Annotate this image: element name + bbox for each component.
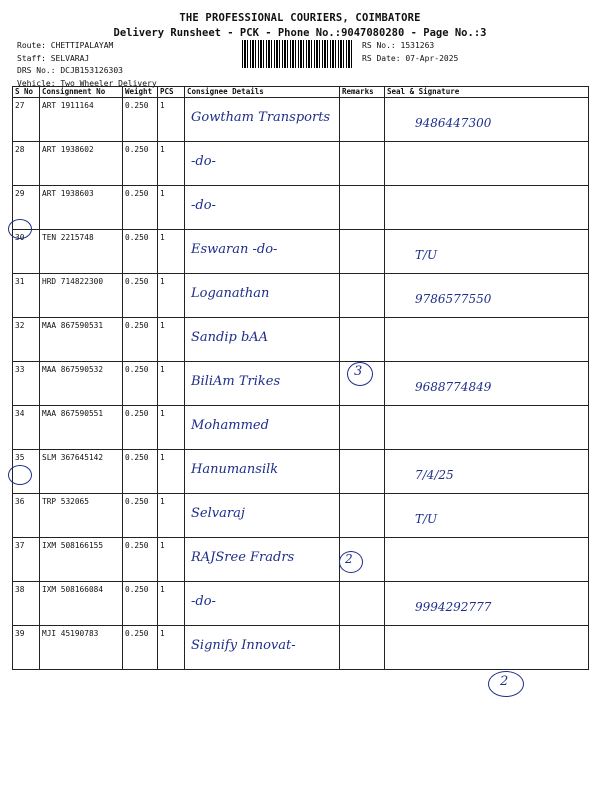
seal-handwriting: T/U: [415, 512, 438, 526]
cell-weight: 0.250: [123, 186, 158, 230]
cell-sno: 36: [13, 494, 40, 538]
cell-consignment: ART 1911164: [40, 98, 123, 142]
cell-sno: 28: [13, 142, 40, 186]
seal-handwriting: 9994292777: [415, 600, 492, 614]
consignee-handwriting: Gowtham Transports: [191, 110, 331, 125]
cell-pcs: 1: [158, 186, 185, 230]
circled-row-36: [8, 465, 32, 485]
cell-weight: 0.250: [123, 626, 158, 670]
cell-consignee: [185, 582, 340, 626]
cell-sno: 33: [13, 362, 40, 406]
cell-pcs: 1: [158, 230, 185, 274]
cell-consignment: IXM 508166155: [40, 538, 123, 582]
cell-pcs: 1: [158, 494, 185, 538]
cell-pcs: 1: [158, 98, 185, 142]
cell-seal: [385, 626, 589, 670]
table-row: [13, 582, 589, 626]
col-sno: S No: [13, 87, 40, 98]
barcode: [242, 40, 354, 68]
vehicle-label: Vehicle: Two Wheeler Delivery: [17, 78, 157, 88]
cell-weight: 0.250: [123, 582, 158, 626]
table-row: [13, 626, 589, 670]
consignee-handwriting: Sandip bAA: [191, 330, 269, 345]
cell-pcs: 1: [158, 318, 185, 362]
cell-sno: 39: [13, 626, 40, 670]
cell-consignment: HRD 714822300: [40, 274, 123, 318]
consignee-handwriting: -do-: [191, 594, 216, 609]
col-consignment: Consignment No: [40, 87, 123, 98]
cell-weight: 0.250: [123, 362, 158, 406]
cell-remarks: [340, 274, 385, 318]
remark-count-3: 3: [354, 364, 363, 379]
meta-left: [17, 40, 157, 90]
table-row: [13, 362, 589, 406]
cell-seal: [385, 318, 589, 362]
staff-label: Staff: SELVARAJ: [17, 53, 90, 63]
consignee-handwriting: Loganathan: [191, 286, 270, 301]
consignee-handwriting: BiliAm Trikes: [191, 374, 281, 389]
table-row: [13, 406, 589, 450]
meta-right: [362, 40, 458, 65]
cell-weight: 0.250: [123, 538, 158, 582]
cell-seal: [385, 230, 589, 274]
col-remarks: Remarks: [340, 87, 385, 98]
rs-number: RS No.: 1531263: [362, 41, 435, 50]
consignee-handwriting: Eswaran -do-: [191, 242, 278, 257]
consignee-handwriting: Selvaraj: [191, 506, 245, 521]
cell-remarks: [340, 142, 385, 186]
cell-consignment: IXM 508166084: [40, 582, 123, 626]
cell-consignee: [185, 142, 340, 186]
cell-sno: 32: [13, 318, 40, 362]
cell-consignment: TRP 532065: [40, 494, 123, 538]
col-consignee: Consignee Details: [185, 87, 340, 98]
cell-consignment: ART 1938603: [40, 186, 123, 230]
cell-sno: 30: [13, 230, 40, 274]
table-row: [13, 98, 589, 142]
seal-handwriting: T/U: [415, 248, 438, 262]
cell-weight: 0.250: [123, 450, 158, 494]
cell-weight: 0.250: [123, 494, 158, 538]
seal-handwriting: 9786577550: [415, 292, 492, 306]
runsheet-table: [12, 86, 589, 670]
cell-seal: [385, 98, 589, 142]
circled-row-30: [8, 219, 32, 239]
table-row: [13, 450, 589, 494]
cell-pcs: 1: [158, 582, 185, 626]
drs-label: DRS No.: DCJB153126303: [17, 66, 123, 75]
cell-seal: [385, 406, 589, 450]
cell-remarks: [340, 494, 385, 538]
route-label: Route: CHETTIPALAYAM: [17, 41, 114, 50]
table-row: [13, 494, 589, 538]
cell-seal: [385, 274, 589, 318]
cell-sno: 37: [13, 538, 40, 582]
table-row: [13, 230, 589, 274]
cell-pcs: 1: [158, 362, 185, 406]
cell-remarks: [340, 582, 385, 626]
cell-consignment: MJI 45190783: [40, 626, 123, 670]
col-weight: Weight: [123, 87, 158, 98]
cell-remarks: [340, 406, 385, 450]
cell-consignment: TEN 2215748: [40, 230, 123, 274]
cell-consignment: MAA 867590551: [40, 406, 123, 450]
consignee-handwriting: Signify Innovat-: [191, 638, 296, 653]
cell-consignee: [185, 98, 340, 142]
table-row: [13, 186, 589, 230]
cell-sno: 31: [13, 274, 40, 318]
remark-count-2: 2: [345, 552, 353, 566]
cell-seal: [385, 494, 589, 538]
cell-weight: 0.250: [123, 142, 158, 186]
cell-weight: 0.250: [123, 406, 158, 450]
cell-seal: [385, 142, 589, 186]
col-pcs: PCS: [158, 87, 185, 98]
cell-pcs: 1: [158, 274, 185, 318]
cell-sno: 27: [13, 98, 40, 142]
col-seal: Seal & Signature: [385, 87, 589, 98]
cell-consignment: SLM 367645142: [40, 450, 123, 494]
cell-consignee: [185, 274, 340, 318]
page-mark-number: 2: [500, 674, 509, 689]
cell-remarks: [340, 626, 385, 670]
seal-handwriting: 9486447300: [415, 116, 492, 130]
cell-remarks: [340, 450, 385, 494]
cell-seal: [385, 582, 589, 626]
cell-consignee: [185, 538, 340, 582]
cell-consignee: [185, 362, 340, 406]
cell-seal: [385, 538, 589, 582]
consignee-handwriting: -do-: [191, 154, 216, 169]
cell-sno: 29: [13, 186, 40, 230]
cell-seal: [385, 450, 589, 494]
cell-seal: [385, 186, 589, 230]
cell-pcs: 1: [158, 142, 185, 186]
cell-weight: 0.250: [123, 318, 158, 362]
cell-consignee: [185, 494, 340, 538]
table-header: [13, 87, 589, 98]
consignee-handwriting: -do-: [191, 198, 216, 213]
cell-consignment: MAA 867590532: [40, 362, 123, 406]
cell-consignee: [185, 626, 340, 670]
table-row: [13, 142, 589, 186]
cell-pcs: 1: [158, 538, 185, 582]
cell-consignee: [185, 318, 340, 362]
cell-pcs: 1: [158, 626, 185, 670]
cell-weight: 0.250: [123, 274, 158, 318]
cell-weight: 0.250: [123, 98, 158, 142]
runsheet-subtitle: Delivery Runsheet - PCK - Phone No.:9047080280 - Page No.:3: [113, 27, 487, 39]
company-title: THE PROFESSIONAL COURIERS, COIMBATORE: [179, 12, 421, 24]
cell-sno: 35: [13, 450, 40, 494]
seal-handwriting: 9688774849: [415, 380, 492, 394]
cell-remarks: [340, 186, 385, 230]
seal-handwriting: 7/4/25: [415, 468, 454, 482]
consignee-handwriting: RAJSree Fradrs: [191, 550, 295, 565]
cell-remarks: [340, 98, 385, 142]
table-row: [13, 318, 589, 362]
table-row: [13, 274, 589, 318]
cell-consignment: MAA 867590531: [40, 318, 123, 362]
table-row: [13, 538, 589, 582]
rs-date: RS Date: 07-Apr-2025: [362, 53, 459, 63]
cell-sno: 38: [13, 582, 40, 626]
cell-seal: [385, 362, 589, 406]
cell-remarks: [340, 230, 385, 274]
cell-sno: 34: [13, 406, 40, 450]
cell-pcs: 1: [158, 450, 185, 494]
cell-remarks: [340, 318, 385, 362]
cell-consignee: [185, 406, 340, 450]
cell-weight: 0.250: [123, 230, 158, 274]
cell-consignee: [185, 230, 340, 274]
consignee-handwriting: Hanumansilk: [191, 462, 279, 477]
cell-consignee: [185, 186, 340, 230]
cell-pcs: 1: [158, 406, 185, 450]
consignee-handwriting: Mohammed: [191, 418, 269, 433]
cell-consignment: ART 1938602: [40, 142, 123, 186]
cell-consignee: [185, 450, 340, 494]
